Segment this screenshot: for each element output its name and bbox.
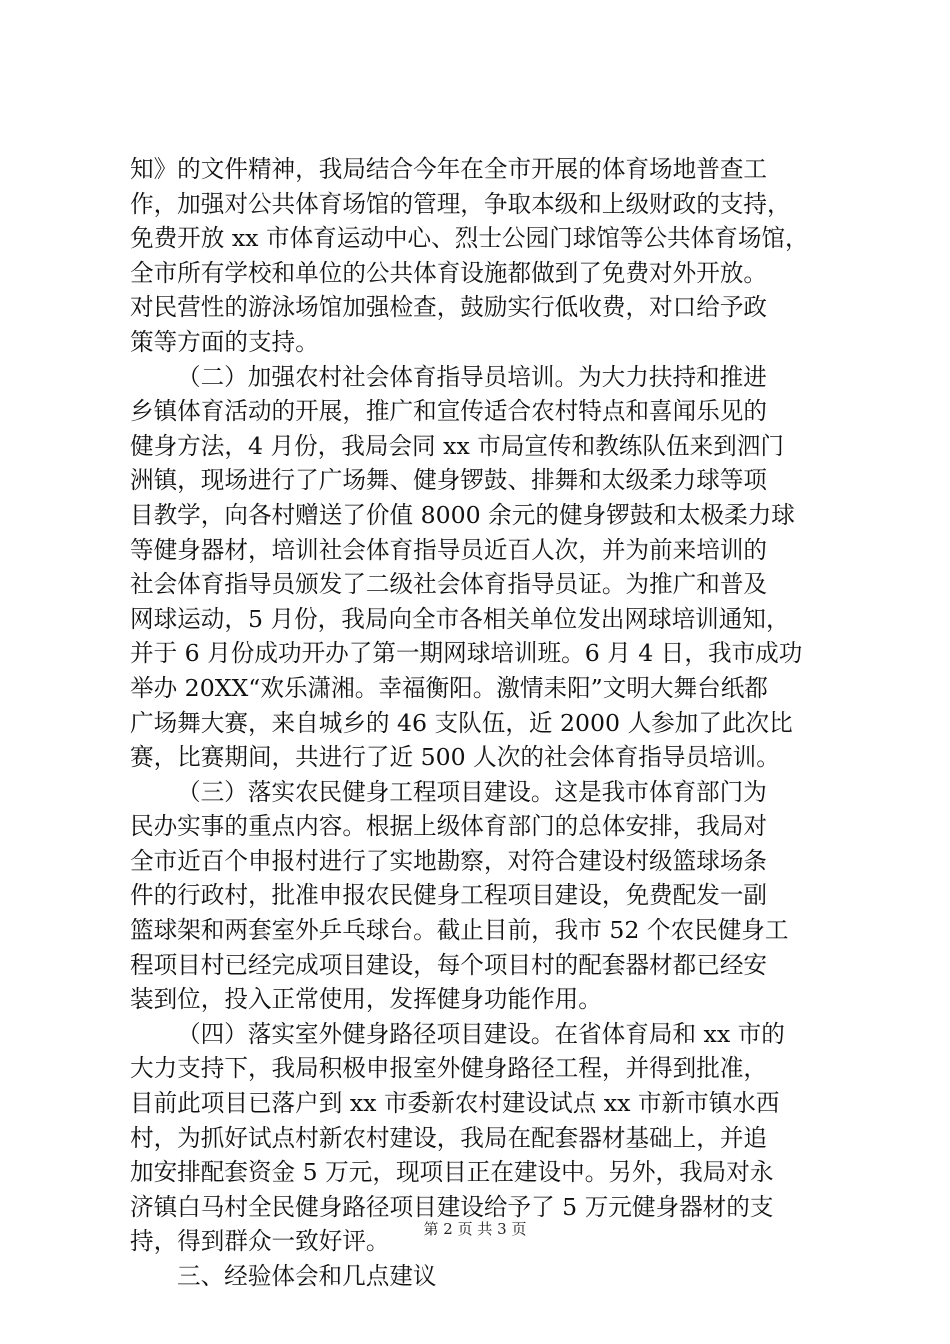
text-line: 件的行政村，批准申报农民健身工程项目建设，免费配发一副 — [130, 881, 768, 910]
text-line: 免费开放 xx 市体育运动中心、烈士公园门球馆等公共体育场馆， — [130, 224, 809, 253]
text-line: 目教学，向各村赠送了价值 8000 余元的健身锣鼓和太极柔力球 — [130, 500, 795, 529]
page-footer: 第 2 页 共 3 页 — [423, 1220, 527, 1238]
text-line: 持，得到群众一致好评。 — [130, 1227, 390, 1256]
paragraph-4-start: （四）落实室外健身路径项目建设。在省体育局和 xx 市的 — [177, 1019, 785, 1048]
text-line: 等健身器材，培训社会体育指导员近百人次，并为前来培训的 — [130, 535, 768, 564]
text-line: 赛，比赛期间，共进行了近 500 人次的社会体育指导员培训。 — [130, 743, 780, 772]
paragraph-2-start: （二）加强农村社会体育指导员培训。为大力扶持和推进 — [177, 362, 767, 391]
text-line: 社会体育指导员颁发了二级社会体育指导员证。为推广和普及 — [130, 570, 768, 599]
section-heading: 三、经验体会和几点建议 — [177, 1262, 437, 1290]
text-line: 作，加强对公共体育场馆的管理，争取本级和上级财政的支持， — [130, 189, 791, 218]
text-line: 全市近百个申报村进行了实地勘察，对符合建设村级篮球场条 — [130, 846, 768, 875]
text-line: 装到位，投入正常使用，发挥健身功能作用。 — [130, 985, 602, 1014]
text-line: 民办实事的重点内容。根据上级体育部门的总体安排，我局对 — [130, 812, 768, 841]
text-line: 村，为抓好试点村新农村建设，我局在配套器材基础上，并追 — [130, 1123, 768, 1152]
text-line: 程项目村已经完成项目建设，每个项目村的配套器材都已经安 — [130, 950, 768, 979]
text-line: 全市所有学校和单位的公共体育设施都做到了免费对外开放。 — [130, 258, 768, 287]
text-line: 并于 6 月份成功开办了第一期网球培训班。6 月 4 日，我市成功 — [130, 639, 803, 668]
body-text — [130, 152, 830, 1294]
text-line: 知》的文件精神，我局结合今年在全市开展的体育场地普查工 — [130, 155, 768, 183]
text-line: 对民营性的游泳场馆加强检查，鼓励实行低收费，对口给予政 — [130, 293, 768, 322]
text-line: 健身方法，4 月份，我局会同 xx 市局宣传和教练队伍来到泗门 — [130, 431, 784, 460]
text-line: 广场舞大赛，来自城乡的 46 支队伍，近 2000 人参加了此次比 — [130, 708, 793, 737]
text-line: 大力支持下，我局积极申报室外健身路径工程，并得到批准， — [130, 1054, 768, 1083]
paragraph-3-start: （三）落实农民健身工程项目建设。这是我市体育部门为 — [177, 777, 767, 806]
text-line: 目前此项目已落户到 xx 市委新农村建设试点 xx 市新市镇水西 — [130, 1089, 780, 1118]
text-line: 乡镇体育活动的开展，推广和宣传适合农村特点和喜闻乐见的 — [130, 397, 768, 426]
text-line: 篮球架和两套室外乒乓球台。截止目前，我市 52 个农民健身工 — [130, 916, 789, 945]
text-line: 加安排配套资金 5 万元，现项目正在建设中。另外，我局对永 — [130, 1158, 774, 1187]
text-line: 济镇白马村全民健身路径项目建设给予了 5 万元健身器材的支 — [130, 1192, 774, 1221]
text-line: 洲镇，现场进行了广场舞、健身锣鼓、排舞和太级柔力球等项 — [130, 466, 768, 495]
text-line: 举办 20XX“欢乐潇湘。幸福衡阳。激情耒阳”文明大舞台纸都 — [130, 673, 768, 702]
text-line: 网球运动，5 月份，我局向全市各相关单位发出网球培训通知， — [130, 604, 790, 633]
text-line: 策等方面的支持。 — [130, 327, 319, 356]
